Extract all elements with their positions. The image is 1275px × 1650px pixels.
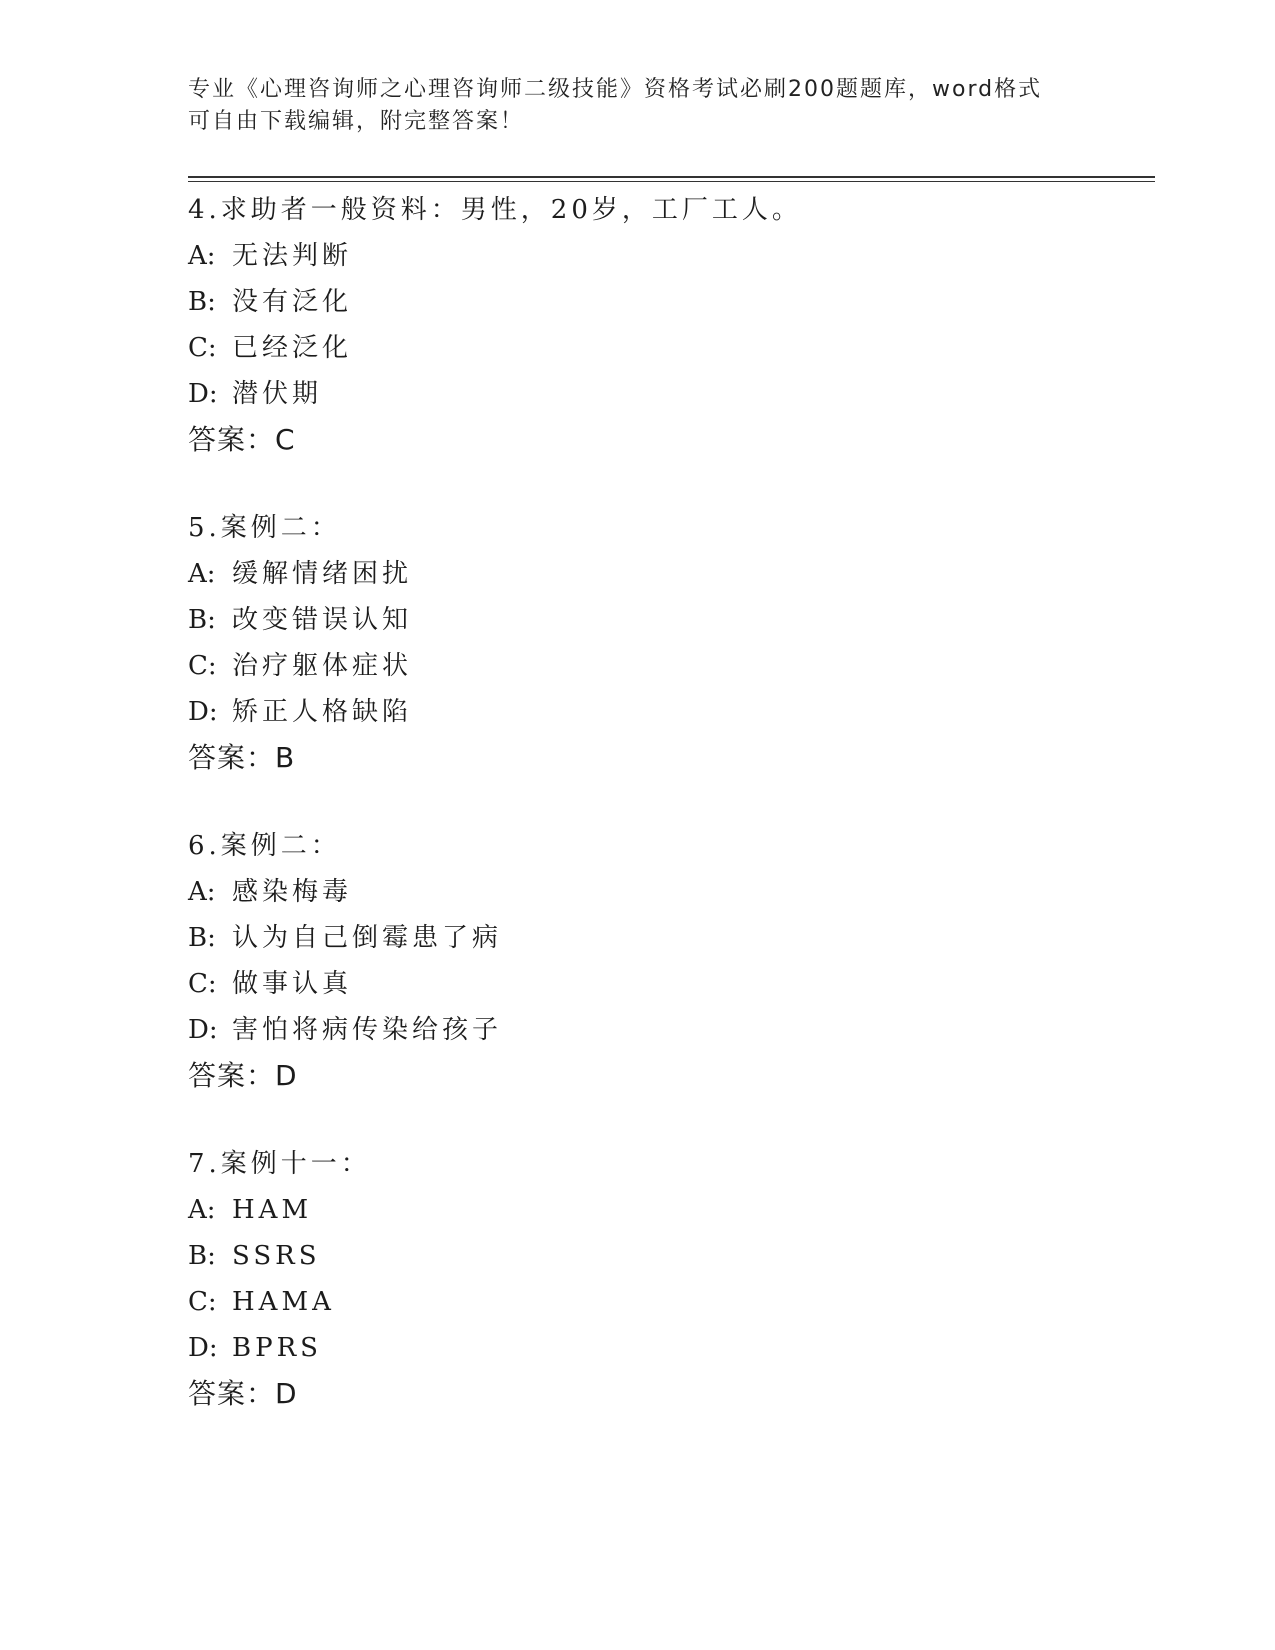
option-a bbox=[188, 551, 1138, 597]
option-text: 潜伏期 bbox=[232, 379, 323, 409]
option-key: A: bbox=[188, 1195, 216, 1225]
option-key: C: bbox=[188, 333, 217, 363]
option-c bbox=[188, 961, 1138, 1007]
option-text: 没有泛化 bbox=[232, 287, 353, 317]
option-text: 已经泛化 bbox=[232, 333, 353, 363]
question-item bbox=[188, 505, 1138, 781]
option-a bbox=[188, 1187, 1138, 1233]
option-c bbox=[188, 1279, 1138, 1325]
option-c bbox=[188, 643, 1138, 689]
question-stem: 5.案例二： bbox=[188, 513, 341, 543]
option-key: D: bbox=[188, 1333, 218, 1363]
option-d bbox=[188, 1325, 1138, 1371]
option-d bbox=[188, 689, 1138, 735]
option-text: 治疗躯体症状 bbox=[232, 651, 413, 681]
option-c bbox=[188, 325, 1138, 371]
option-text: BPRS bbox=[232, 1333, 322, 1363]
question-item bbox=[188, 187, 1138, 463]
option-b bbox=[188, 279, 1138, 325]
header-line-2: 可自由下载编辑，附完整答案！ bbox=[188, 109, 525, 134]
option-text: HAM bbox=[232, 1195, 313, 1225]
option-key: B: bbox=[188, 923, 216, 953]
option-b bbox=[188, 597, 1138, 643]
option-text: 感染梅毒 bbox=[232, 877, 353, 907]
document-header bbox=[188, 74, 1088, 138]
option-key: C: bbox=[188, 969, 217, 999]
option-b bbox=[188, 915, 1138, 961]
question-item bbox=[188, 1141, 1138, 1417]
question-list bbox=[188, 187, 1138, 1459]
option-text: 做事认真 bbox=[232, 969, 353, 999]
option-key: B: bbox=[188, 605, 216, 635]
option-key: B: bbox=[188, 1241, 216, 1271]
answer-line: 答案：C bbox=[188, 423, 296, 456]
option-key: D: bbox=[188, 379, 218, 409]
question-stem: 6.案例二： bbox=[188, 831, 341, 861]
option-d bbox=[188, 371, 1138, 417]
option-text: 认为自己倒霉患了病 bbox=[232, 923, 503, 953]
header-divider-thin bbox=[188, 181, 1155, 182]
answer-line: 答案：D bbox=[188, 1059, 298, 1092]
option-text: 改变错误认知 bbox=[232, 605, 413, 635]
option-text: 害怕将病传染给孩子 bbox=[232, 1015, 503, 1045]
answer-line: 答案：B bbox=[188, 741, 296, 774]
option-text: HAMA bbox=[232, 1287, 335, 1317]
option-key: D: bbox=[188, 1015, 218, 1045]
option-text: 矫正人格缺陷 bbox=[232, 697, 413, 727]
option-key: A: bbox=[188, 559, 216, 589]
option-key: B: bbox=[188, 287, 216, 317]
option-key: A: bbox=[188, 877, 216, 907]
option-a bbox=[188, 233, 1138, 279]
question-stem: 7.案例十一： bbox=[188, 1149, 371, 1179]
option-b bbox=[188, 1233, 1138, 1279]
option-key: D: bbox=[188, 697, 218, 727]
header-divider-thick bbox=[188, 176, 1155, 178]
option-text: SSRS bbox=[232, 1241, 321, 1271]
option-a bbox=[188, 869, 1138, 915]
option-text: 无法判断 bbox=[232, 241, 353, 271]
question-stem: 4.求助者一般资料：男性，20岁，工厂工人。 bbox=[188, 195, 802, 225]
option-key: C: bbox=[188, 651, 217, 681]
header-line-1: 专业《心理咨询师之心理咨询师二级技能》资格考试必刷200题题库，word格式 bbox=[188, 77, 1043, 102]
option-key: C: bbox=[188, 1287, 217, 1317]
option-text: 缓解情绪困扰 bbox=[232, 559, 413, 589]
answer-line: 答案：D bbox=[188, 1377, 298, 1410]
option-d bbox=[188, 1007, 1138, 1053]
option-key: A: bbox=[188, 241, 216, 271]
question-item bbox=[188, 823, 1138, 1099]
